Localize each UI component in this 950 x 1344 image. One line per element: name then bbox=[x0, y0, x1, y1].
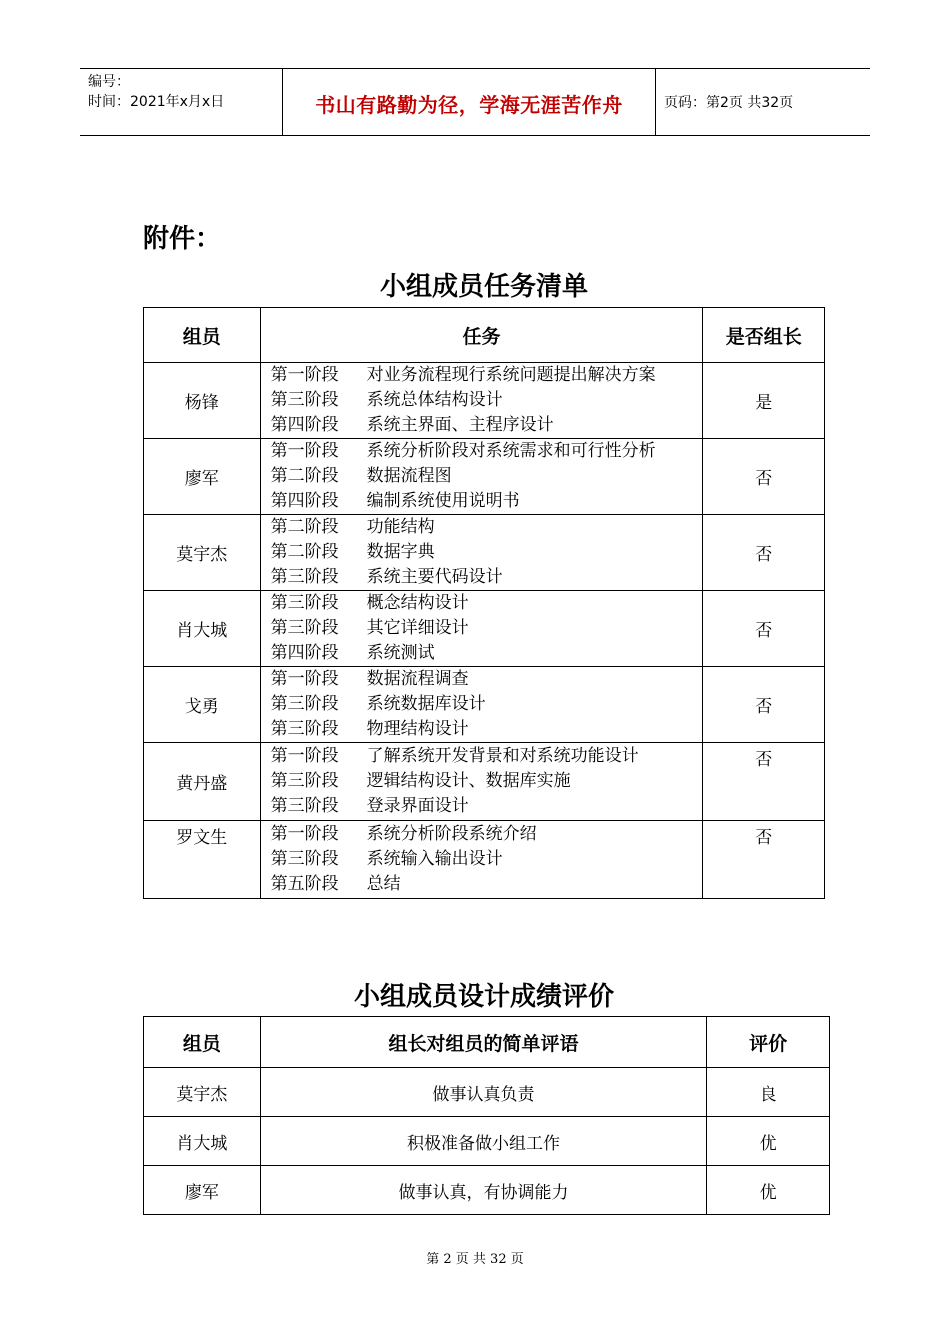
column-header: 组长对组员的简单评语 bbox=[260, 1017, 706, 1068]
member-name: 戈勇 bbox=[144, 667, 261, 743]
page-footer: 第 2 页 共 32 页 bbox=[426, 1252, 524, 1267]
member-name: 杨锋 bbox=[144, 363, 261, 439]
task-desc: 总结 bbox=[366, 874, 401, 894]
task-desc: 系统主要代码设计 bbox=[366, 567, 503, 587]
task-item bbox=[271, 388, 703, 413]
task-desc: 了解系统开发背景和对系统功能设计 bbox=[366, 746, 639, 766]
table-row bbox=[144, 515, 825, 591]
task-desc: 对业务流程现行系统问题提出解决方案 bbox=[366, 365, 656, 385]
task-desc: 编制系统使用说明书 bbox=[366, 491, 520, 511]
task-stage: 第四阶段 bbox=[270, 415, 339, 435]
task-desc: 其它详细设计 bbox=[366, 618, 469, 638]
task-stage: 第一阶段 bbox=[270, 669, 339, 689]
member-name: 廖军 bbox=[144, 1166, 261, 1215]
is-leader: 否 bbox=[703, 667, 825, 743]
is-leader: 否 bbox=[703, 439, 825, 515]
header-top-rule bbox=[80, 68, 870, 69]
leader-comment: 做事认真负责 bbox=[260, 1068, 706, 1117]
task-desc: 登录界面设计 bbox=[366, 796, 469, 816]
task-item bbox=[271, 641, 703, 666]
task-item bbox=[271, 464, 703, 489]
table-row bbox=[144, 1117, 830, 1166]
task-desc: 数据流程调查 bbox=[366, 669, 469, 689]
task-item bbox=[271, 872, 703, 897]
task-item bbox=[271, 822, 703, 847]
task-stage: 第一阶段 bbox=[270, 824, 339, 844]
table-row bbox=[144, 439, 825, 515]
task-stage: 第二阶段 bbox=[270, 466, 339, 486]
task-item bbox=[271, 489, 703, 514]
task-item bbox=[271, 363, 703, 388]
header-divider bbox=[655, 68, 656, 135]
task-stage: 第三阶段 bbox=[270, 796, 339, 816]
table-row bbox=[144, 1068, 830, 1117]
task-stage: 第三阶段 bbox=[270, 618, 339, 638]
task-stage: 第一阶段 bbox=[270, 365, 339, 385]
member-name: 黄丹盛 bbox=[144, 743, 261, 821]
table-row bbox=[144, 1166, 830, 1215]
task-list bbox=[260, 821, 703, 899]
member-name: 肖大城 bbox=[144, 1117, 261, 1166]
task-item bbox=[271, 591, 703, 616]
task-stage: 第四阶段 bbox=[270, 643, 339, 663]
member-name: 廖军 bbox=[144, 439, 261, 515]
task-item bbox=[271, 616, 703, 641]
task-desc: 系统测试 bbox=[366, 643, 435, 663]
task-stage: 第二阶段 bbox=[270, 542, 339, 562]
task-stage: 第三阶段 bbox=[270, 567, 339, 587]
task-desc: 数据流程图 bbox=[366, 466, 452, 486]
task-desc: 概念结构设计 bbox=[366, 593, 469, 613]
task-stage: 第五阶段 bbox=[270, 874, 339, 894]
task-item bbox=[271, 515, 703, 540]
table-row bbox=[144, 591, 825, 667]
column-header: 评价 bbox=[707, 1017, 830, 1068]
task-list bbox=[260, 591, 703, 667]
task-stage: 第三阶段 bbox=[270, 771, 339, 791]
task-desc: 系统主界面、主程序设计 bbox=[366, 415, 554, 435]
column-header: 组员 bbox=[144, 1017, 261, 1068]
table-row bbox=[144, 821, 825, 899]
task-desc: 逻辑结构设计、数据库实施 bbox=[366, 771, 571, 791]
task-desc: 功能结构 bbox=[366, 517, 435, 537]
grade: 优 bbox=[707, 1166, 830, 1215]
time-label: 时间：2021年x月x日 bbox=[88, 94, 225, 110]
header-meta bbox=[88, 72, 224, 112]
task-stage: 第三阶段 bbox=[270, 849, 339, 869]
header-page-info: 页码：第2页 共32页 bbox=[664, 95, 794, 111]
attachment-label: 附件： bbox=[143, 224, 222, 254]
task-desc: 系统分析阶段对系统需求和可行性分析 bbox=[366, 441, 656, 461]
table-row bbox=[144, 363, 825, 439]
task-stage: 第三阶段 bbox=[270, 593, 339, 613]
member-name: 莫宇杰 bbox=[144, 515, 261, 591]
leader-comment: 积极准备做小组工作 bbox=[260, 1117, 706, 1166]
task-stage: 第一阶段 bbox=[270, 746, 339, 766]
task-list bbox=[260, 363, 703, 439]
number-label: 编号： bbox=[88, 74, 130, 90]
task-table bbox=[143, 307, 825, 899]
task-item bbox=[271, 769, 703, 794]
eval-table-title: 小组成员设计成绩评价 bbox=[353, 982, 614, 1012]
task-stage: 第三阶段 bbox=[270, 390, 339, 410]
member-name: 莫宇杰 bbox=[144, 1068, 261, 1117]
task-desc: 系统输入输出设计 bbox=[366, 849, 503, 869]
eval-table bbox=[143, 1016, 830, 1215]
is-leader: 否 bbox=[703, 821, 825, 899]
task-item bbox=[271, 565, 703, 590]
header-bottom-rule bbox=[80, 135, 870, 136]
column-header: 是否组长 bbox=[703, 308, 825, 363]
task-desc: 物理结构设计 bbox=[366, 719, 469, 739]
task-item bbox=[271, 540, 703, 565]
task-desc: 数据字典 bbox=[366, 542, 435, 562]
task-stage: 第一阶段 bbox=[270, 441, 339, 461]
task-item bbox=[271, 744, 703, 769]
is-leader: 否 bbox=[703, 743, 825, 821]
member-name: 罗文生 bbox=[144, 821, 261, 899]
table-header-row bbox=[144, 1017, 830, 1068]
task-item bbox=[271, 794, 703, 819]
table-header-row bbox=[144, 308, 825, 363]
task-item bbox=[271, 847, 703, 872]
task-desc: 系统总体结构设计 bbox=[366, 390, 503, 410]
task-item bbox=[271, 692, 703, 717]
member-name: 肖大城 bbox=[144, 591, 261, 667]
is-leader: 否 bbox=[703, 591, 825, 667]
task-desc: 系统分析阶段系统介绍 bbox=[366, 824, 537, 844]
table-row bbox=[144, 743, 825, 821]
grade: 良 bbox=[707, 1068, 830, 1117]
task-list bbox=[260, 515, 703, 591]
grade: 优 bbox=[707, 1117, 830, 1166]
task-stage: 第四阶段 bbox=[270, 491, 339, 511]
task-stage: 第二阶段 bbox=[270, 517, 339, 537]
task-list bbox=[260, 439, 703, 515]
task-item bbox=[271, 717, 703, 742]
task-desc: 系统数据库设计 bbox=[366, 694, 486, 714]
task-stage: 第三阶段 bbox=[270, 694, 339, 714]
task-stage: 第三阶段 bbox=[270, 719, 339, 739]
task-list bbox=[260, 667, 703, 743]
column-header: 任务 bbox=[260, 308, 703, 363]
task-item bbox=[271, 439, 703, 464]
header-motto: 书山有路勤为径，学海无涯苦作舟 bbox=[315, 93, 623, 117]
task-item bbox=[271, 667, 703, 692]
task-item bbox=[271, 413, 703, 438]
leader-comment: 做事认真，有协调能力 bbox=[260, 1166, 706, 1215]
task-list bbox=[260, 743, 703, 821]
table-row bbox=[144, 667, 825, 743]
is-leader: 是 bbox=[703, 363, 825, 439]
is-leader: 否 bbox=[703, 515, 825, 591]
task-table-title: 小组成员任务清单 bbox=[379, 272, 588, 302]
column-header: 组员 bbox=[144, 308, 261, 363]
